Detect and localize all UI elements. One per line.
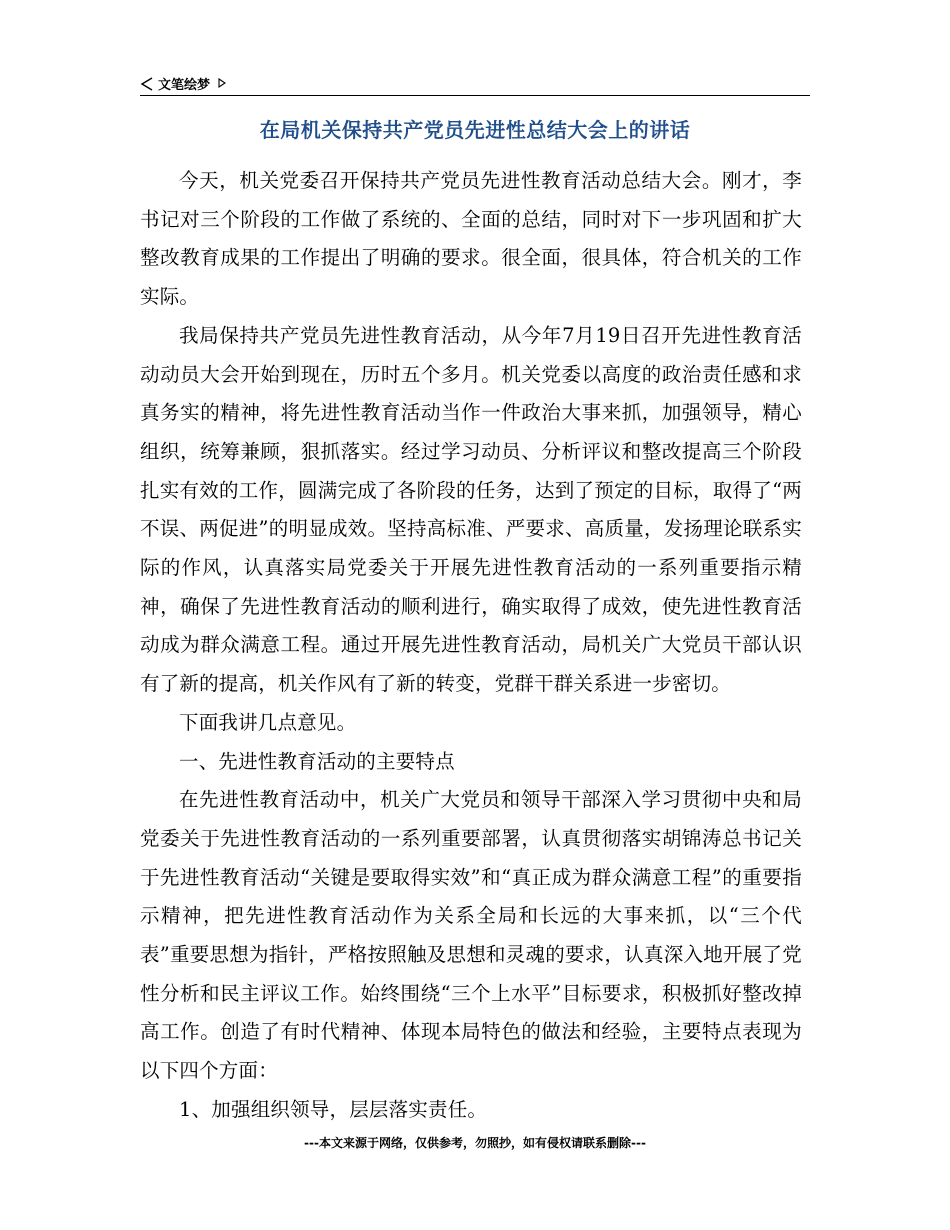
- paragraph-4: 在先进性教育活动中，机关广大党员和领导干部深入学习贯彻中央和局党委关于先进性教育活动的一系列重要部署，认真贯彻落实胡锦涛总书记关于先进性教育活动“关键是要取得实效”和“真正成为群众满意工程”的重要指示精神，把先进性教育活动作为关系全局和长远的大事来抓，以“三个代表”重要思想为指针，严格按照触及思想和灵魂的要求，认真深入地开展了党性分析和民主评议工作。始终围绕“三个上水平”目标要求，积极抓好整改掉高工作。创造了有时代精神、体现本局特色的做法和经验，主要特点表现为以下四个方面：: [140, 788, 802, 1083]
- subsection-heading: 1、加强组织领导，层层落实责任。: [179, 1097, 488, 1121]
- page-header: [140, 72, 810, 96]
- paragraph-1: 今天，机关党委召开保持共产党员先进性教育活动总结大会。刚才，李书记对三个阶段的工作做了系统的、全面的总结，同时对下一步巩固和扩大整改教育成果的工作提出了明确的要求。很全面，很具体，符合机关的工作实际。: [140, 169, 802, 309]
- brand-label: 文笔绘梦: [158, 78, 211, 93]
- footer-note: ---本文来源于网络，仅供参考，勿照抄，如有侵权请联系删除---: [304, 1136, 646, 1150]
- brand: [140, 74, 228, 93]
- left-triangle-icon: [140, 76, 154, 92]
- paragraph-3: 下面我讲几点意见。: [179, 710, 357, 734]
- document-title: 在局机关保持共产党员先进性总结大会上的讲话: [259, 118, 691, 142]
- paragraph-2: 我局保持共产党员先进性教育活动，从今年7月19日召开先进性教育活动动员大会开始到现在，历时五个多月。机关党委以高度的政治责任感和求真务实的精神，将先进性教育活动当作一件政治大事来抓，加强领导，精心组织，统筹兼顾，狠抓落实。经过学习动员、分析评议和整改提高三个阶段扎实有效的工作，圆满完成了各阶段的任务，达到了预定的目标，取得了“两不误、两促进”的明显成效。坚持高标准、严要求、高质量，发扬理论联系实际的作风，认真落实局党委关于开展先进性教育活动的一系列重要指示精神，确保了先进性教育活动的顺利进行，确实取得了成效，使先进性教育活动成为群众满意工程。通过开展先进性教育活动，局机关广大党员干部认识有了新的提高，机关作风有了新的转变，党群干群关系进一步密切。: [140, 323, 802, 696]
- section-heading: 一、先进性教育活动的主要特点: [179, 749, 455, 773]
- right-triangle-icon: [214, 76, 228, 92]
- document-body: [140, 162, 802, 1130]
